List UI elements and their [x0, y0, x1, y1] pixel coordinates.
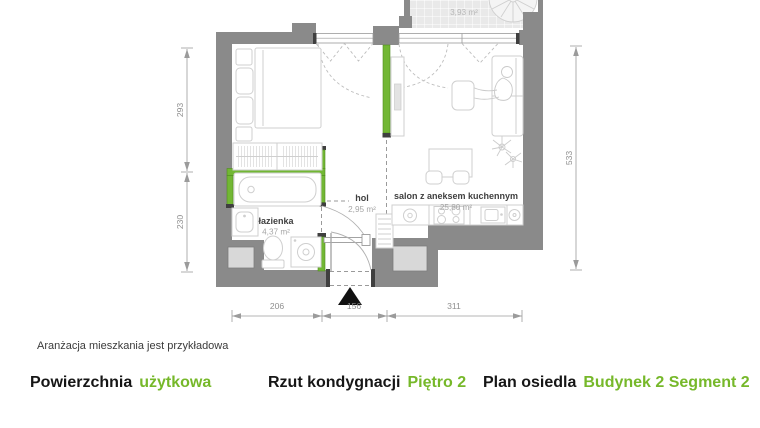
- room-label-salon: salon z aneksem kuchennym: [393, 191, 519, 201]
- footer-floor-label: Rzut kondygnacji: [268, 374, 401, 391]
- room-area-salon: 25,80 m²: [439, 203, 473, 212]
- fridge-cabinet: [376, 214, 393, 248]
- footer-area-label: Powierzchnia: [30, 374, 133, 391]
- footer-estate: [483, 374, 750, 392]
- furniture-living: [376, 56, 523, 248]
- bedroom-window: [313, 33, 373, 98]
- room-label-hol: hol: [355, 193, 369, 203]
- dim-left-top: 293: [175, 102, 185, 118]
- person: [470, 67, 513, 101]
- tv-unit: [391, 57, 404, 136]
- footer-floor: [268, 374, 466, 392]
- bathroom-sink: [232, 208, 258, 236]
- furniture-bedroom: [233, 48, 322, 170]
- shaft-left: [228, 247, 254, 268]
- wardrobe: [233, 143, 322, 170]
- coffee-table: [452, 81, 474, 110]
- bed: [236, 48, 321, 141]
- footer-estate-label: Plan osiedla: [483, 374, 577, 391]
- dim-left-bottom: 230: [175, 214, 185, 230]
- room-area-hol: 2,95 m²: [348, 205, 376, 214]
- plant: [492, 136, 522, 168]
- bathtub: [234, 173, 321, 206]
- footer-area-value[interactable]: użytkowa: [139, 374, 212, 391]
- room-area-lazienka: 4,37 m²: [262, 227, 290, 237]
- dining-table: [426, 149, 472, 184]
- dim-bottom-left: 206: [269, 301, 285, 311]
- shaft-right: [393, 246, 427, 271]
- footer-area: [30, 374, 211, 392]
- windows: [313, 33, 520, 98]
- dim-right: 533: [564, 150, 574, 166]
- room-label-lazienka: łazienka: [258, 216, 294, 226]
- balcony: [399, 0, 543, 28]
- footer-estate-value[interactable]: Budynek 2 Segment 2: [583, 374, 750, 391]
- dim-bottom-right: 311: [447, 301, 461, 311]
- washing-machine: [291, 237, 321, 267]
- balcony-area-label: 3,93 m²: [450, 8, 478, 17]
- disclaimer-text: Aranżacja mieszkania jest przykładowa: [37, 340, 229, 352]
- toilet: [262, 236, 284, 268]
- footer-floor-value[interactable]: Piętro 2: [407, 374, 467, 391]
- dim-bottom-center: 156: [346, 301, 362, 311]
